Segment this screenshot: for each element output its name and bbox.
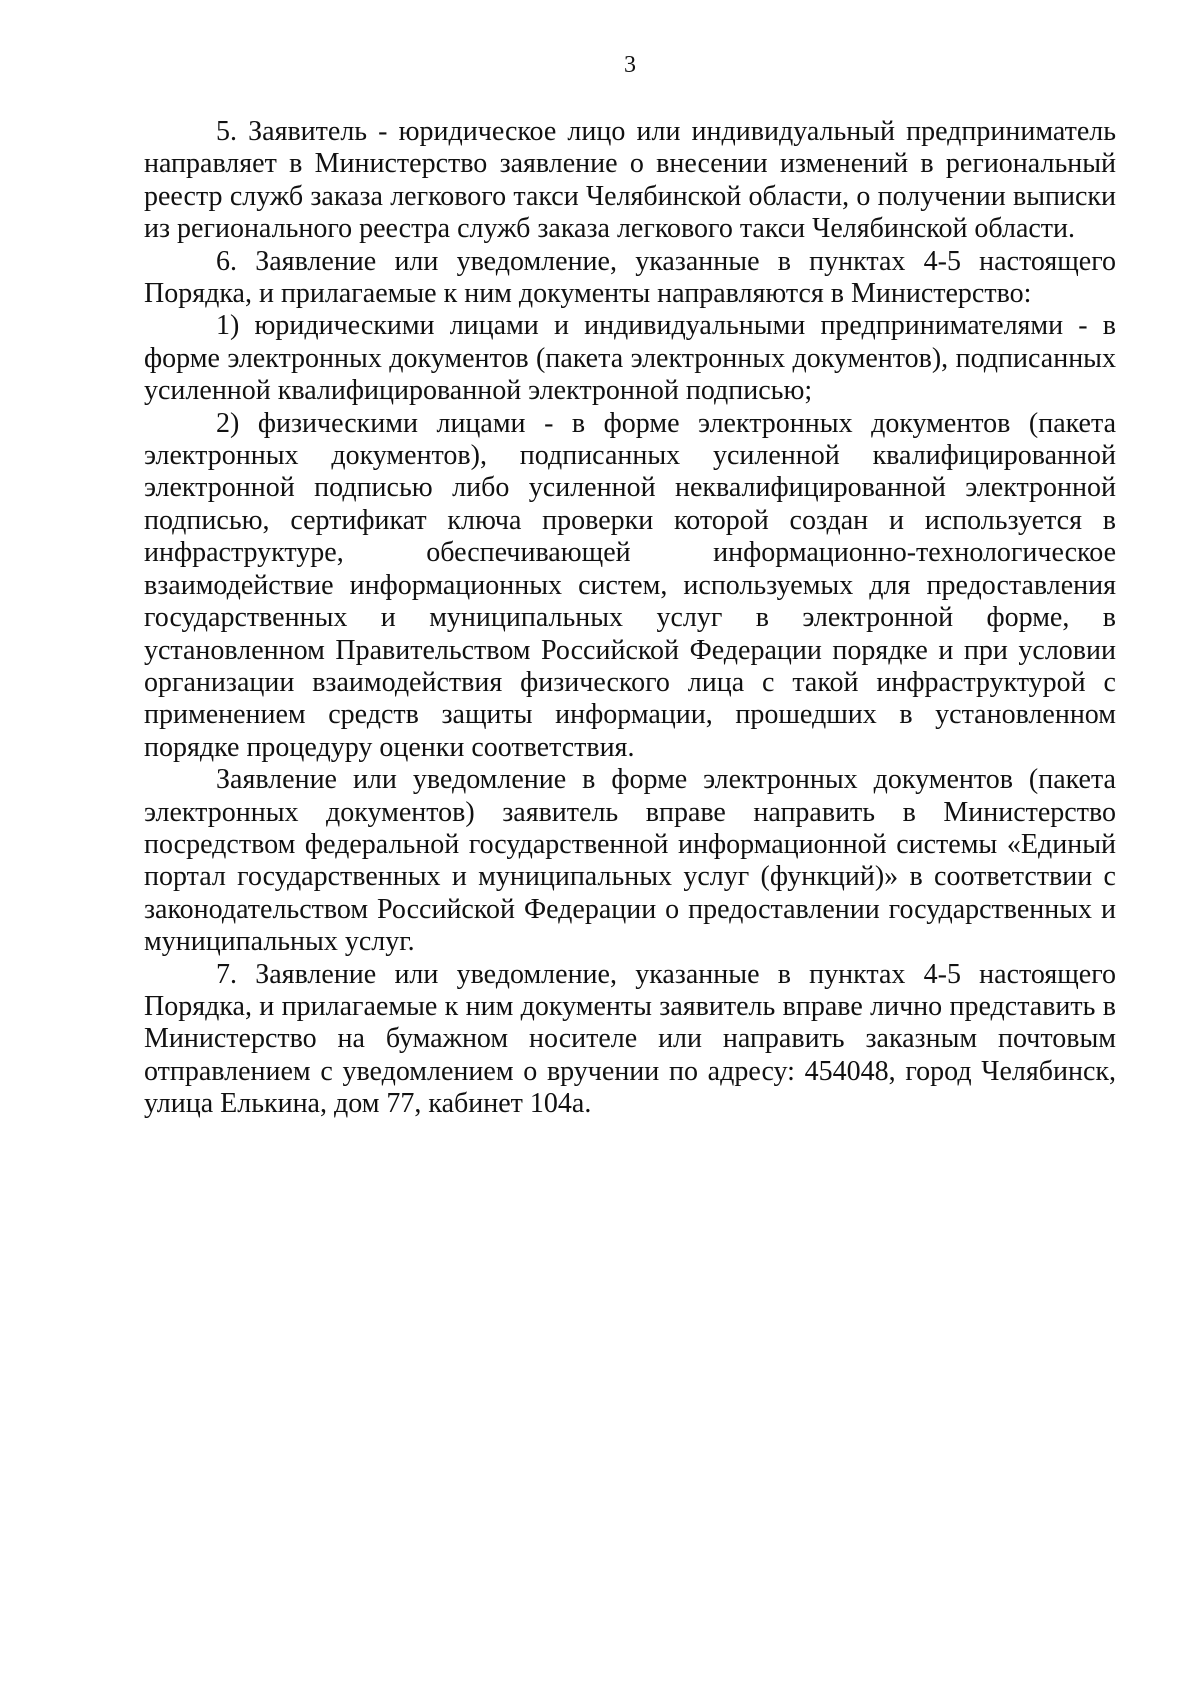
- page-number: 3: [624, 52, 636, 78]
- subparagraph-2: 2) физическими лицами - в форме электронных документов (пакета электронных документов), подписанных усиленной квалифицированной электронной подписью либо усиленной неквалифицированной электронной подписью, сертификат ключа проверки которой создан и используется в инфраструктуре, обеспечивающей информационно-технологическое взаимодействие информационных систем, используемых для предоставления государственных и муниципальных услуг в электронной форме, в установленном Правительством Российской Федерации порядке и при условии организации взаимодействия физического лица с такой инфраструктурой с применением средств защиты информации, прошедших в установленном порядке процедуру оценки соответствия.: [144, 407, 1116, 763]
- paragraph-electronic-submission: Заявление или уведомление в форме электронных документов (пакета электронных документов) заявитель вправе направить в Министерство посредством федеральной государственной информационной системы «Единый портал государственных и муниципальных услуг (функций)» в соответствии с законодательством Российской Федерации о предоставлении государственных и муниципальных услуг.: [144, 764, 1116, 958]
- paragraph-item-5: 5. Заявитель - юридическое лицо или индивидуальный предприниматель направляет в Министерство заявление о внесении изменений в региональный реестр служб заказа легкового такси Челябинской области, о получении выписки из регионального реестра служб заказа легкового такси Челябинской области.: [144, 116, 1116, 245]
- document-body: [144, 116, 1116, 1121]
- subparagraph-1: 1) юридическими лицами и индивидуальными предпринимателями - в форме электронных документов (пакета электронных документов), подписанных усиленной квалифицированной электронной подписью;: [144, 310, 1116, 407]
- paragraph-item-7: 7. Заявление или уведомление, указанные в пунктах 4-5 настоящего Порядка, и прилагаемые к ним документы заявитель вправе лично представить в Министерство на бумажном носителе или направить заказным почтовым отправлением с уведомлением о вручении по адресу: 454048, город Челябинск, улица Елькина, дом 77, кабинет 104а.: [144, 958, 1116, 1120]
- paragraph-item-6: 6. Заявление или уведомление, указанные в пунктах 4-5 настоящего Порядка, и прилагаемые к ним документы направляются в Министерство:: [144, 245, 1116, 310]
